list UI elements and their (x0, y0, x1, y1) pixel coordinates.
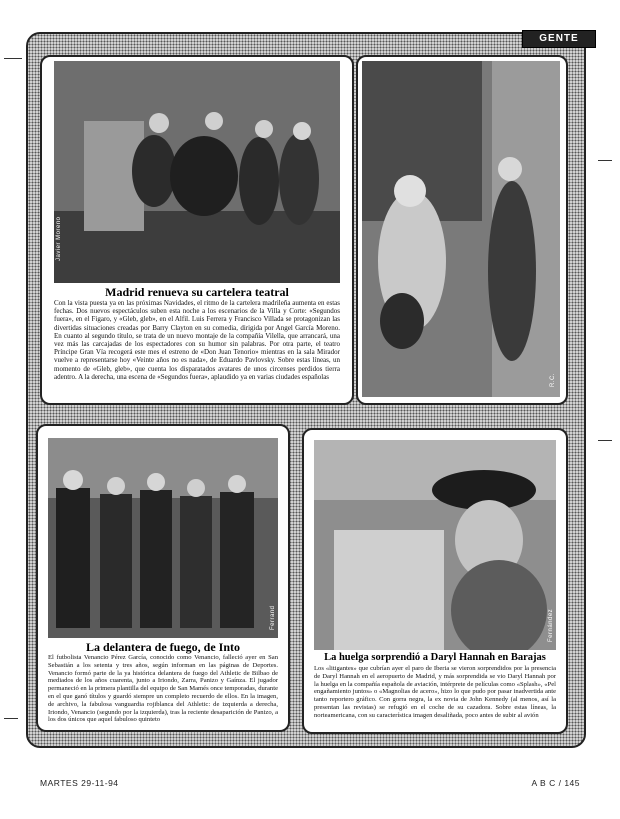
article-athletic-panel (36, 424, 290, 732)
photo-segundos-fuera (362, 61, 560, 397)
body-cartelera: Con la vista puesta ya en las próximas Navidades, el ritmo de la cartelera madrileña aumenta en estas fechas. Dos nuevos espectáculos suben esta noche a los escenarios de la Villa y Corte: «Segundos fuera», en el Figaro, y «Gleb, gleb», en el Alfil. Luis Ferrera y Francisco Villada se protagonizan las divertidas situaciones creadas por Barry Clayton en su comedia, dirigida por Angel García Moreno. En cuanto al segundo título, se trata de un nuevo montaje de la compañía Vilella, que arrancará, una vez más las carcajadas de los espectadores con su humor sin palabras. Por otra parte, el teatro Príncipe Gran Vía recogerá este mes el estreno de «Don Juan Tenorio» mientras en la sala Mirador vuelve a representarse hoy «Veinte años no es nada», de Eduardo Pavlovsky. Sobre estas líneas, un momento de «Gleb, gleb», que cuenta los disparatados avatares de unos circenses perdidos tierra adentro. A la derecha, una escena de «Segundos fuera», aplaudido ya en varias ciudades españolas (54, 299, 340, 381)
photo-credit: R.C. (550, 373, 556, 387)
photo-segundos-fuera-image (362, 61, 560, 397)
headline-hannah: La huelga sorprendió a Daryl Hannah en Barajas (324, 652, 546, 663)
edge-mark (4, 58, 22, 59)
photo-credit: Ferrand (270, 605, 276, 630)
article-hannah-panel (302, 428, 568, 734)
article-gleb-panel (40, 55, 354, 405)
edge-mark (598, 160, 612, 161)
body-hannah: Los «litigantes» que cubrían ayer el paro de Iberia se vieron sorprendidos por la presencia de Daryl Hannah en el aeropuerto de Madrid, y más sorprendida se vio Daryl Hannah por la huelga en la compañía española de aviación, intérprete de películas como «Splash», «Pel engañamiento juntos» o «Magnolias de acero», hizo lo que pudo por pasar inadvertida ante tanto reportero gráfico. Con gorra negra, la ex novia de John Kennedy (al menos, así la presentan las revistas) se refugió en el coche de su cazadora. Sobre estas líneas, la norteamericana, con su característica imagen desaliñada, poco antes de subir al avión (314, 665, 556, 719)
section-tag: GENTE (522, 30, 596, 48)
footer-date: MARTES 29-11-94 (40, 778, 119, 788)
edge-mark (598, 440, 612, 441)
edge-mark (4, 718, 18, 719)
photo-delantera-athletic-image (48, 438, 278, 638)
photo-credit: Javier Moreno (56, 216, 62, 261)
photo-gleb-gleb-image (54, 61, 340, 283)
photo-daryl-hannah-image (314, 440, 556, 650)
photo-credit: Fernández (548, 608, 554, 642)
body-delantera: El futbolista Venancio Pérez García, conocido como Venancio, falleció ayer en San Sebastián a los setenta y tres años, según informan en las páginas de Deportes. Venancio formó parte de la ya histórica delantera de fuego del Athletic de Bilbao de mediados de los años cuarenta, junto a Iriondo, Zarra, Panizo y Gaínza. El jugador permaneció en la primera plantilla del equipo de San Mamés once temporadas, durante en el que ganó títulos y guardó siempre un completo recuerdo de ellos. En la imagen, de archivo, la fabulosa vanguardia rojiblanca del Athletic: de izquierda a derecha, Iriondo, Venancio (segundo por la izquierda), tras la reciente desaparición de Panizo, a los dos únicos que aquel fabuloso quinteto (48, 654, 278, 724)
headline-delantera: La delantera de fuego, de Into (86, 640, 240, 654)
headline-cartelera: Madrid renueva su cartelera teatral (105, 285, 289, 299)
article-segundos-panel (356, 55, 568, 405)
footer-page-number: A B C / 145 (531, 778, 580, 788)
photo-daryl-hannah (314, 440, 556, 650)
photo-delantera-athletic (48, 438, 278, 638)
photo-gleb-gleb (54, 61, 340, 283)
